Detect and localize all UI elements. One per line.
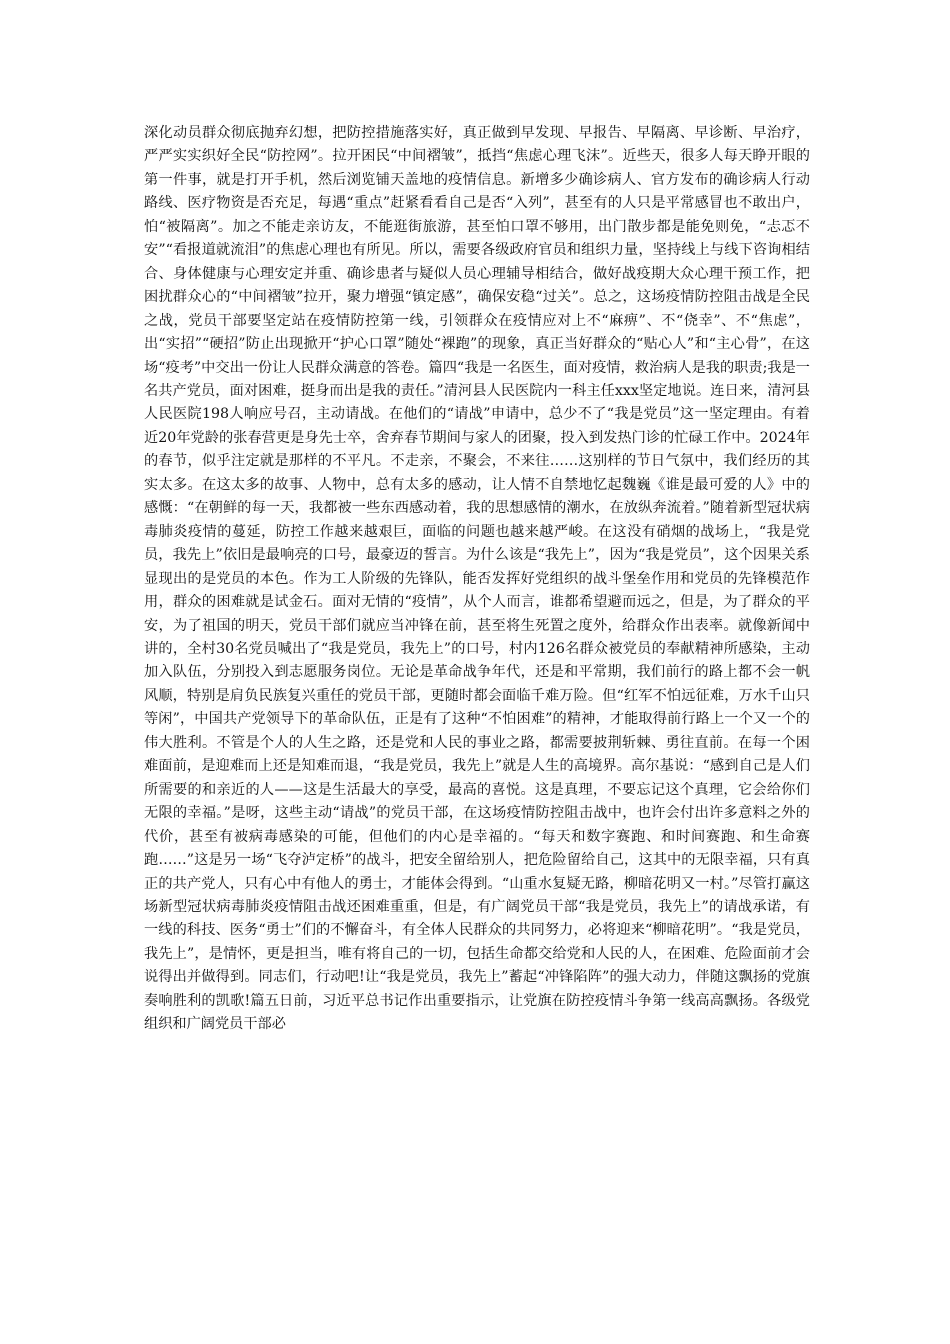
document-page — [144, 122, 810, 1037]
body-paragraph: 深化动员群众彻底抛弃幻想，把防控措施落实好，真正做到早发现、早报告、早隔离、早诊断、早治疗，严严实实织好全民“防控网”。拉开困民“中间褶皱”，抵挡“焦虑心理飞沫”。近些天，很多人每天睁开眼的第一件事，就是打开手机，然后浏览铺天盖地的疫情信息。新增多少确诊病人、官方发布的确诊病人行动路线、医疗物资是否充足，每遇“重点”赶紧看看自己是否“入列”，甚至有的人只是平常感冒也不敢出户，怕“被隔离”。加之不能走亲访友，不能逛街旅游，甚至怕口罩不够用，出门散步都是能免则免，“忐忑不安”“看报道就流泪”的焦虑心理也有所见。所以，需要各级政府官员和组织力量，坚持线上与线下咨询相结合、身体健康与心理安定并重、确诊患者与疑似人员心理辅导相结合，做好战疫期大众心理干预工作，把困扰群众心的“中间褶皱”拉开，聚力增强“镇定感”，确保安稳“过关”。总之，这场疫情防控阻击战是全民之战，党员干部要坚定站在疫情防控第一线，引领群众在疫情应对上不“麻痹”、不“侥幸”、不“焦虑”，出“实招”“硬招”防止出现掀开“护心口罩”随处“裸跑”的现象，真正当好群众的“贴心人”和“主心骨”，在这场“疫考”中交出一份让人民群众满意的答卷。篇四“我是一名医生，面对疫情，救治病人是我的职责;我是一名共产党员，面对困难，挺身而出是我的责任。”清河县人民医院内一科主任xxx坚定地说。连日来，清河县人民医院198人响应号召，主动请战。在他们的“请战”申请中，总少不了“我是党员”这一坚定理由。有着近20年党龄的张春营更是身先士卒，舍弃春节期间与家人的团聚，投入到发热门诊的忙碌工作中。2024年的春节，似乎注定就是那样的不平凡。不走亲，不聚会，不来往……这别样的节日气氛中，我们经历的其实太多。在这太多的故事、人物中，总有太多的感动，让人情不自禁地忆起魏巍《谁是最可爱的人》中的感慨：“在朝鲜的每一天，我都被一些东西感动着，我的思想感情的潮水，在放纵奔流着。”随着新型冠状病毒肺炎疫情的蔓延，防控工作越来越艰巨，面临的问题也越来越严峻。在这没有硝烟的战场上，“我是党员，我先上”依旧是最响亮的口号，最豪迈的誓言。为什么该是“我先上”，因为“我是党员”，这个因果关系显现出的是党员的本色。作为工人阶级的先锋队，能否发挥好党组织的战斗堡垒作用和党员的先锋模范作用，群众的困难就是试金石。面对无情的“疫情”，从个人而言，谁都希望避而远之，但是，为了群众的平安，为了祖国的明天，党员干部们就应当冲锋在前，甚至将生死置之度外，给群众作出表率。就像新闻中讲的，全村30名党员喊出了“我是党员，我先上”的口号，村内126名群众被党员的奉献精神所感染，主动加入队伍，分别投入到志愿服务岗位。无论是革命战争年代，还是和平常期，我们前行的路上都不会一帆风顺，特别是肩负民族复兴重任的党员干部，更随时都会面临千难万险。但“红军不怕远征难，万水千山只等闲”，中国共产党领导下的革命队伍，正是有了这种“不怕困难”的精神，才能取得前行路上一个又一个的伟大胜利。不管是个人的人生之路，还是党和人民的事业之路，都需要披荆斩棘、勇往直前。在每一个困难面前，是迎难而上还是知难而退，“我是党员，我先上”就是人生的高境界。高尔基说：“感到自己是人们所需要的和亲近的人——这是生活最大的享受，最高的喜悦。这是真理，不要忘记这个真理，它会给你们无限的幸福。”是呀，这些主动“请战”的党员干部，在这场疫情防控阻击战中，也许会付出许多意料之外的代价，甚至有被病毒感染的可能，但他们的内心是幸福的。“每天和数字赛跑、和时间赛跑、和生命赛跑……”这是另一场“飞夺泸定桥”的战斗，把安全留给别人，把危险留给自己，这其中的无限幸福，只有真正的共产党人，只有心中有他人的勇士，才能体会得到。“山重水复疑无路，柳暗花明又一村。”尽管打赢这场新型冠状病毒肺炎疫情阻击战还困难重重，但是，有广阔党员干部“我是党员，我先上”的请战承诺，有一线的科技、医务“勇士”们的不懈奋斗，有全体人民群众的共同努力，必将迎来“柳暗花明”。“我是党员，我先上”，是情怀，更是担当，唯有将自己的一切，包括生命都交给党和人民的人，在困难、危险面前才会说得出并做得到。同志们，行动吧!让“我是党员，我先上”蓄起“冲锋陷阵”的强大动力，伴随这飘扬的党旗奏响胜利的凯歌!篇五日前，习近平总书记作出重要指示，让党旗在防控疫情斗争第一线高高飘扬。各级党组织和广阔党员干部必 — [144, 125, 810, 1033]
